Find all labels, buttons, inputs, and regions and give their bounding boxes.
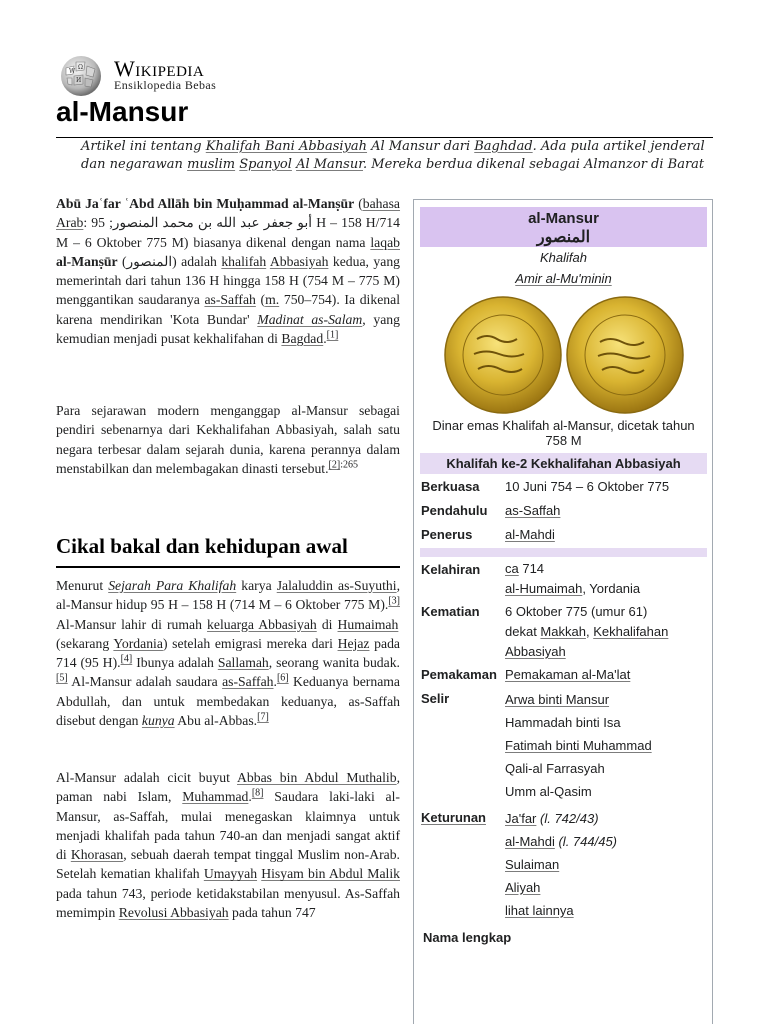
site-wordmark[interactable]: Wikipedia [114,56,205,81]
label-pemakaman: Pemakaman [421,667,497,682]
link-keluarga-abbasiyah[interactable]: keluarga Abbasiyah [207,616,317,632]
infobox-separator [420,548,707,557]
hatnote-link-khalifah-abbasiyah[interactable]: Khalifah Bani Abbasiyah [205,139,368,154]
label-berkuasa: Berkuasa [421,479,480,494]
infobox-header [420,207,707,247]
link-humaimah[interactable]: Humaimah [337,616,399,632]
link-bahasa-arab[interactable]: bahasa Arab [56,196,401,231]
site-header [56,54,356,98]
ref-2[interactable]: [2] [328,459,341,471]
link-as-suyuthi[interactable]: Jalaluddin as-Suyuthi [276,578,397,593]
svg-text:И: И [76,77,82,84]
link-khorasan[interactable]: Khorasan [70,847,124,863]
infobox-title: al-Mansur [528,210,599,227]
label-nama-lengkap: Nama lengkap [423,930,512,945]
keturunan-item[interactable]: Ja'far [505,811,537,826]
link-hejaz[interactable]: Hejaz [337,635,370,651]
link-circa[interactable]: ca [505,561,519,576]
link-revolusi-abbasiyah[interactable]: Revolusi Abbasiyah [118,905,229,921]
selir-item[interactable]: Arwa binti Mansur [505,692,610,707]
value-penerus [505,525,710,545]
value-pendahulu [505,501,710,521]
link-kunya[interactable]: kunya [141,713,175,729]
keturunan-item[interactable]: Sulaiman [505,857,560,872]
paragraph-3: Menurut Sejarah Para Khalifah karya Jalaluddin as-Suyuthi, al-Mansur hidup 95 H – 158 H (714 M – 6 Oktober 775 M).[3] Al-Mansur lahir di rumah keluarga Abbasiyah di Humaimah (sekarang Yordania) setelah emigrasi mereka dari Hejaz pada 714 (95 H).[4] Ibunya adalah Sallamah, seorang wanita budak.[5] Al-Mansur adalah saudara as-Saffah.[6] Keduanya bernama Abdullah, dan untuk membedakan keduanya, as-Saffah disebut dengan kunya Abu al-Abbas.[7] [56,578,400,729]
link-yordania[interactable]: Yordania [113,635,163,651]
link-keturunan[interactable]: Keturunan [421,810,486,825]
link-as-saffah-2[interactable]: as-Saffah [222,674,274,690]
value-berkuasa: 10 Juni 754 – 6 Oktober 775 [505,479,670,494]
ref-4[interactable]: [4] [120,653,133,665]
value-kematian: 6 Oktober 775 (umur 61) dekat Makkah, Kekhalifahan Abbasiyah [505,604,669,659]
page-title: al-Mansur [56,96,189,127]
link-umayyah[interactable]: Umayyah [203,866,258,882]
wikipedia-globe-icon[interactable] [56,54,106,98]
selir-item[interactable]: Fatimah binti Muhammad [505,738,652,753]
selir-item: Umm al-Qasim [505,784,592,799]
link-madinat-as-salam[interactable]: Madinat as-Salam [257,311,363,327]
selir-item: Qali-al Farrasyah [505,761,605,776]
link-pemakaman-al-malat[interactable]: Pemakaman al-Ma'lat [505,667,631,682]
ref-6[interactable]: [6] [276,672,289,684]
link-khalifah-role[interactable]: Khalifah [540,250,587,265]
infobox-role-2 [420,271,707,286]
hatnote-link-muslim[interactable]: muslim [187,157,236,172]
value-pemakaman [505,665,710,685]
link-hisyam-bin-abdul-malik[interactable]: Hisyam bin Abdul Malik [261,866,400,882]
ref-3[interactable]: [3] [388,595,400,607]
infobox [413,199,713,1024]
label-selir: Selir [421,691,450,706]
section-divider [56,566,400,568]
section-heading: Cikal bakal dan kehidupan awal [56,534,348,558]
gold-dinar-image[interactable] [442,294,686,416]
value-selir [505,690,710,805]
value-keturunan: Ja'far (l. 742/43) al-Mahdi (l. 744/45) Sulaiman Aliyah lihat lainnya [505,811,618,918]
link-khalifah[interactable]: khalifah [221,253,267,269]
link-sallamah[interactable]: Sallamah [217,655,269,671]
link-penerus[interactable]: al-Mahdi [505,527,555,542]
hatnote-link-baghdad[interactable]: Baghdad [474,139,533,154]
intro-paragraph: Abū Jaʿfar ʿAbd Allāh bin Muḥammad al-Manṣūr (bahasa Arab: أبو جعفر عبد الله بن محمد المنصور; 95 H – 158 H/714 M – 6 Oktober 775 M) biasanya dikenal dengan nama laqab al-Manṣūr (المنصور) adalah khalifah Abbasiyah kedua, yang memerintah dari tahun 136 H hingga 158 H (754 M – 775 M) menggantikan saudaranya as-Saffah (m. 750–754). Ia dikenal karena mendirikan 'Kota Bundar' Madinat as-Salam, yang kemudian menjadi pusat kekhalifahan di Bagdad.[1] [56,196,401,347]
link-memerintah-abbr[interactable]: m. [265,292,280,308]
hatnote-link-spanyol[interactable]: Spanyol [239,157,292,172]
link-muhammad[interactable]: Muhammad [182,789,249,805]
infobox-title-arabic: المنصور [536,229,591,246]
link-bagdad[interactable]: Bagdad [281,331,324,347]
link-kekhalifahan[interactable]: Kekhalifahan [593,624,669,639]
ref-8[interactable]: [8] [251,787,264,799]
infobox-role [420,250,707,265]
label-kelahiran: Kelahiran [421,562,481,577]
link-al-humaimah[interactable]: al-Humaimah [505,581,583,596]
ref-5[interactable]: [5] [56,672,68,684]
link-sejarah-para-khalifah[interactable]: Sejarah Para Khalifah [108,578,237,593]
svg-text:Ω: Ω [78,64,83,71]
svg-text:W: W [69,68,76,75]
label-kematian: Kematian [421,604,480,619]
link-makkah[interactable]: Makkah [540,624,586,639]
label-keturunan [421,810,486,825]
label-pendahulu: Pendahulu [421,503,488,518]
link-abbasiyah-death[interactable]: Abbasiyah [505,644,566,659]
keturunan-item[interactable]: Aliyah [505,880,541,895]
link-laqab[interactable]: laqab [370,234,400,250]
paragraph-4: Al-Mansur adalah cicit buyut Abbas bin Abdul Muthalib, paman nabi Islam, Muhammad.[8] Saudara laki-laki al-Mansur, as-Saffah, mulai menegaskan klaimnya untuk menjadi khalifah pada tahun 740-an dan menjadi sangat aktif di Khorasan, sebuah daerah tempat tinggal Muslim non-Arab. Setelah kematian khalifah Umayyah Hisyam bin Abdul Malik pada tahun 743, periode ketidakstabilan menyusul. As-Saffah memimpin Revolusi Abbasiyah pada tahun 747 [56,770,400,921]
link-abbasiyah[interactable]: Abbasiyah [269,253,329,269]
label-penerus: Penerus [421,527,473,542]
link-pendahulu[interactable]: as-Saffah [505,503,561,518]
infobox-band-reign: Khalifah ke-2 Kekhalifahan Abbasiyah [420,453,707,474]
keturunan-item[interactable]: al-Mahdi [505,834,555,849]
subject-full-name: Abū Jaʿfar ʿAbd Allāh bin Muḥammad al-Manṣūr [56,196,355,211]
site-tagline: Ensiklopedia Bebas [114,78,217,92]
link-abbas-bin-abdul-muthalib[interactable]: Abbas bin Abdul Muthalib [237,770,397,785]
link-lihat-lainnya[interactable]: lihat lainnya [505,903,574,918]
link-as-saffah[interactable]: as-Saffah [204,292,256,308]
value-kelahiran: ca 714 al-Humaimah, Yordania [505,561,641,596]
link-amir-al-muminin[interactable]: Amir al-Mu'minin [515,271,612,286]
selir-item: Hammadah binti Isa [505,715,621,730]
hatnote: Artikel ini tentang Khalifah Bani Abbasiyah Al Mansur dari Baghdad. Ada pula artikel jenderal dan negarawan muslim Spanyol Al Mansur. Mereka berdua dikenal sebagai Almanzor di Barat [81,139,705,172]
hatnote-link-al-mansur[interactable]: Al Mansur [296,157,364,172]
ref-7[interactable]: [7] [257,711,269,723]
paragraph-2: Para sejarawan modern menganggap al-Mansur sebagai pendiri sebenarnya dari Kekhalifahan Abbasiyah, salah satu negara terbesar dalam sejarah dunia, karena perannya dalam menstabilkan dan melembagakan dinasti tersebut.$^{[2]:265}$ [56,403,400,476]
image-caption: Dinar emas Khalifah al-Mansur, dicetak tahun 758 M [432,418,695,448]
ref-1[interactable]: [1] [326,329,339,341]
